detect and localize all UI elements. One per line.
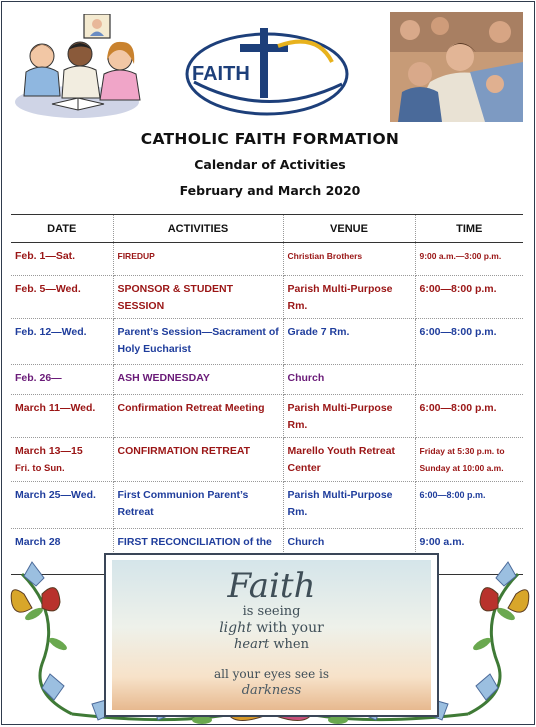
- quote-line-5: darkness: [241, 683, 302, 698]
- date-cell: Feb. 1—Sat.: [11, 243, 113, 276]
- faith-quote-image: [104, 553, 439, 717]
- time-cell: 6:00—8:00 p.m.: [415, 395, 523, 438]
- column-header-date: DATE: [11, 215, 113, 243]
- date-cell: March 11—Wed.: [11, 395, 113, 438]
- time-cell: 9:00 a.m.: [415, 529, 523, 575]
- column-header-time: TIME: [415, 215, 523, 243]
- activity-cell: SPONSOR & STUDENT SESSION: [113, 276, 283, 319]
- quote-word-heart: heart: [234, 637, 270, 652]
- venue-cell: Christian Brothers: [283, 243, 415, 276]
- date-line-2: Fri. to Sun.: [15, 463, 65, 474]
- activity-cell: First Communion Parent’s Retreat: [113, 482, 283, 529]
- activity-cell: ASH WEDNESDAY: [113, 365, 283, 395]
- time-cell: 9:00 a.m.—3:00 p.m.: [415, 243, 523, 276]
- activity-cell: Confirmation Retreat Meeting: [113, 395, 283, 438]
- time-cell: [415, 365, 523, 395]
- quote-line-2-rest: with your: [251, 620, 324, 636]
- table-header-row: [11, 215, 523, 243]
- quote-line-3-rest: when: [269, 637, 309, 652]
- activity-cell: FIREDUP: [113, 243, 283, 276]
- table-row: [11, 438, 523, 482]
- page-title: CATHOLIC FAITH FORMATION: [140, 130, 400, 148]
- time-line-2: Sunday at 10:00 a.m.: [419, 463, 504, 473]
- venue-cell: Parish Multi-Purpose Rm.: [283, 395, 415, 438]
- table-row: [11, 276, 523, 319]
- date-line-1: March 13—15: [15, 445, 83, 457]
- venue-cell: Parish Multi-Purpose Rm.: [283, 276, 415, 319]
- page-subtitle: Calendar of Activities: [194, 157, 346, 172]
- table-row: [11, 319, 523, 365]
- venue-cell: Parish Multi-Purpose Rm.: [283, 482, 415, 529]
- table-row: [11, 243, 523, 276]
- date-cell: Feb. 12—Wed.: [11, 319, 113, 365]
- venue-cell: Grade 7 Rm.: [283, 319, 415, 365]
- activity-cell: Parent’s Session—Sacrament of Holy Eucharist: [113, 319, 283, 365]
- date-cell: Feb. 26—: [11, 365, 113, 395]
- quote-background: [112, 560, 431, 710]
- page: [1, 1, 535, 725]
- venue-cell: Church: [283, 365, 415, 395]
- column-header-activities: ACTIVITIES: [113, 215, 283, 243]
- quote-word-light: light: [219, 620, 252, 636]
- quote-line-2: [112, 620, 431, 636]
- activity-cell: FIRST RECONCILIATION of the: [113, 529, 283, 575]
- calendar-period: February and March 2020: [179, 183, 361, 198]
- date-cell: March 28: [11, 529, 113, 575]
- quote-line-1: is seeing: [242, 604, 301, 619]
- quote-line-4: all your eyes see is: [213, 667, 330, 681]
- date-cell: March 25—Wed.: [11, 482, 113, 529]
- children-reading-clipart: [12, 14, 152, 124]
- faith-logo: [182, 22, 352, 117]
- jesus-with-children-painting: [390, 12, 523, 122]
- date-cell: Feb. 5—Wed.: [11, 276, 113, 319]
- quote-word-faith: Faith: [227, 566, 316, 606]
- column-header-venue: VENUE: [283, 215, 415, 243]
- time-line-1: Friday at 5:30 p.m. to: [419, 446, 505, 456]
- quote-line-3: [112, 637, 431, 652]
- date-cell: [11, 438, 113, 482]
- activities-table: [11, 214, 523, 575]
- time-cell: 6:00—8:00 p.m.: [415, 319, 523, 365]
- activity-cell: CONFIRMATION RETREAT: [113, 438, 283, 482]
- table-row: [11, 482, 523, 529]
- venue-cell: Church: [283, 529, 415, 575]
- venue-cell: Marello Youth Retreat Center: [283, 438, 415, 482]
- table-row: [11, 395, 523, 438]
- time-cell: 6:00—8:00 p.m.: [415, 482, 523, 529]
- time-cell: [415, 438, 523, 482]
- time-cell: 6:00—8:00 p.m.: [415, 276, 523, 319]
- table-row: [11, 365, 523, 395]
- logo-text: FAITH: [192, 63, 250, 85]
